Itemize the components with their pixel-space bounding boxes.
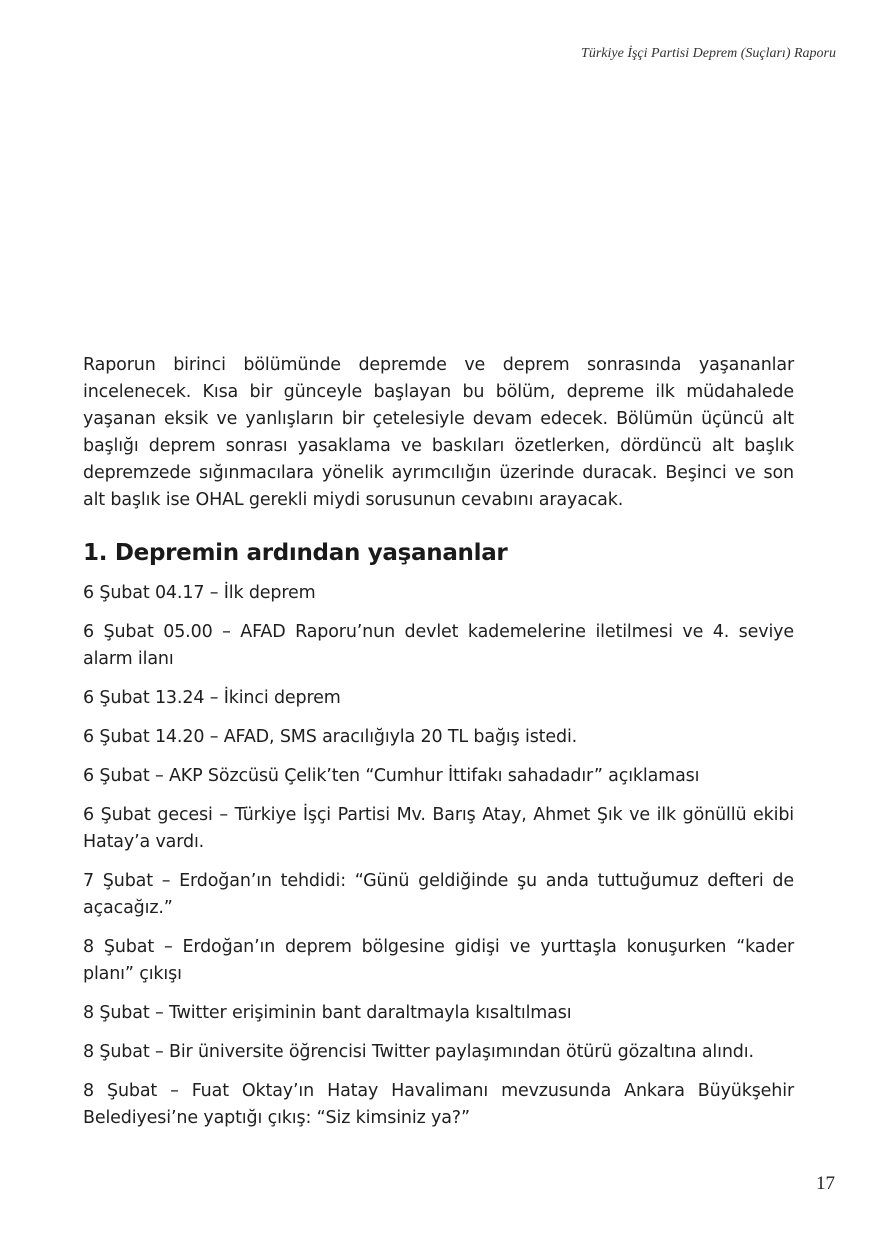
event-item: 6 Şubat 14.20 – AFAD, SMS aracılığıyla 20 TL bağış istedi. bbox=[83, 727, 578, 747]
page-number: 17 bbox=[816, 1173, 835, 1194]
intro-paragraph: Raporun birinci bölümünde depremde ve deprem sonrasında yaşananlar incelenecek. Kısa bir günceyle başlayan bu bölüm, depreme ilk müdahalede yaşanan eksik ve yanlışların bir çetelesiyle devam edecek. Bölümün üçüncü alt başlığı deprem sonrası yasaklama ve baskıları özetlerken, dördüncü alt başlık depremzede sığınmacılara yönelik ayrımcılığın üzerinde duracak. Beşinci ve son alt başlık ise OHAL gerekli miydi sorusunun cevabını arayacak. bbox=[83, 355, 794, 510]
event-item: 8 Şubat – Twitter erişiminin bant daraltmayla kısaltılması bbox=[83, 1003, 572, 1023]
running-header: Türkiye İşçi Partisi Deprem (Suçları) Raporu bbox=[581, 46, 836, 61]
event-item: 8 Şubat – Erdoğan’ın deprem bölgesine gidişi ve yurttaşla konuşurken “kader planı” çıkışı bbox=[83, 937, 794, 984]
event-item: 6 Şubat 04.17 – İlk deprem bbox=[83, 583, 316, 603]
event-item: 7 Şubat – Erdoğan’ın tehdidi: “Günü geldiğinde şu anda tuttuğumuz defteri de açacağız.” bbox=[83, 871, 794, 918]
event-item: 6 Şubat gecesi – Türkiye İşçi Partisi Mv. Barış Atay, Ahmet Şık ve ilk gönüllü ekibi Hatay’a vardı. bbox=[83, 805, 794, 852]
section-title: 1. Depremin ardından yaşananlar bbox=[83, 540, 508, 566]
event-item: 6 Şubat 05.00 – AFAD Raporu’nun devlet kademelerine iletilmesi ve 4. seviye alarm ilanı bbox=[83, 622, 794, 669]
main-content bbox=[83, 352, 794, 1144]
event-list bbox=[83, 580, 794, 1132]
event-item: 6 Şubat – AKP Sözcüsü Çelik’ten “Cumhur İttifakı sahadadır” açıklaması bbox=[83, 766, 700, 786]
event-item: 8 Şubat – Bir üniversite öğrencisi Twitter paylaşımından ötürü gözaltına alındı. bbox=[83, 1042, 754, 1062]
event-item: 6 Şubat 13.24 – İkinci deprem bbox=[83, 688, 341, 708]
event-item: 8 Şubat – Fuat Oktay’ın Hatay Havalimanı mevzusunda Ankara Büyükşehir Belediyesi’ne yaptığı çıkış: “Siz kimsiniz ya?” bbox=[83, 1081, 794, 1128]
